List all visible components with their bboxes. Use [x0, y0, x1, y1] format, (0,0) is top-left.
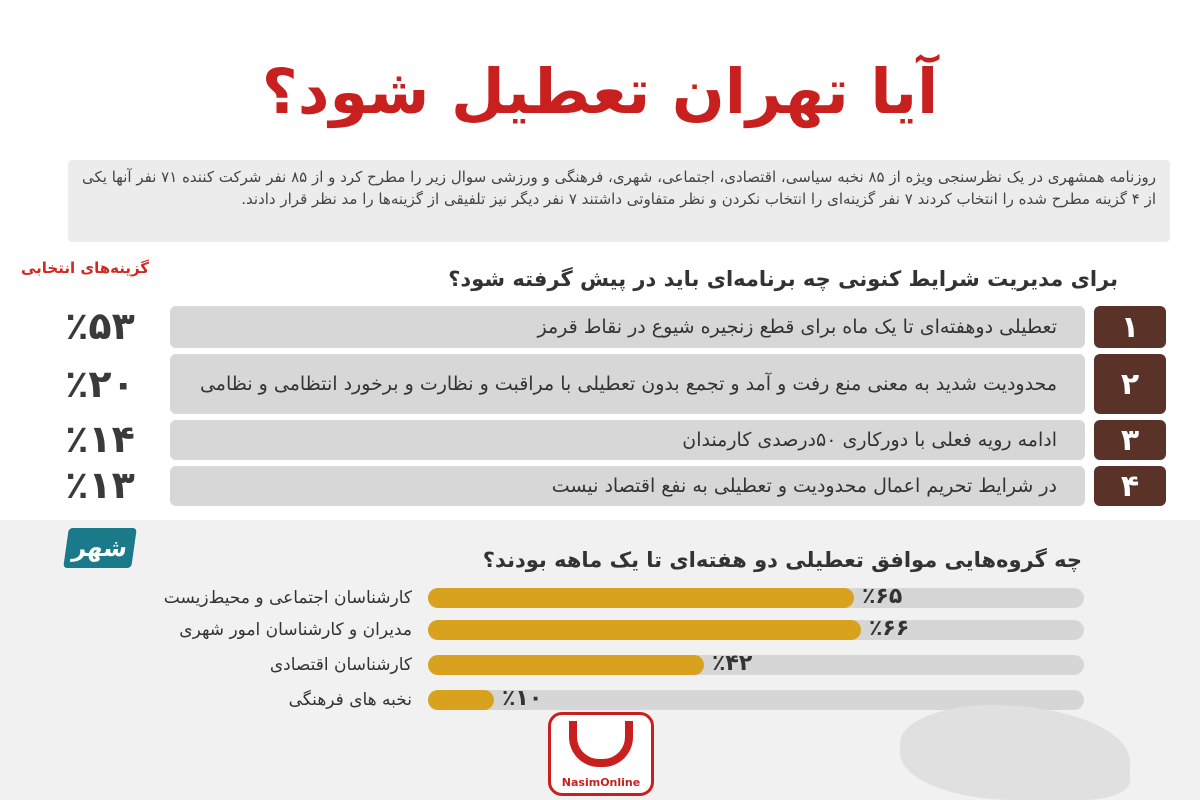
bar-label: مدیران و کارشناسان امور شهری — [179, 620, 412, 640]
nasim-logo-mark — [569, 721, 633, 767]
question-2: چه گروه‌هایی موافق تعطیلی دو هفته‌ای تا یک ماهه بودند؟ — [482, 548, 1082, 572]
option-text: محدودیت شدید به معنی منع رفت و آمد و تجمع بدون تعطیلی با مراقبت و نظارت و برخورد انتظامی و نظامی — [170, 354, 1085, 414]
question-1: برای مدیریت شرایط کنونی چه برنامه‌ای باید در پیش گرفته شود؟ — [448, 267, 1118, 291]
option-text: ادامه رویه فعلی با دورکاری ۵۰درصدی کارمندان — [170, 420, 1085, 460]
options-label: گزینه‌های انتخابی — [20, 259, 150, 277]
hamshahri-logo: شهر — [63, 528, 137, 568]
option-percent: ٪۱۳ — [65, 463, 135, 507]
option-number: ۱ — [1094, 306, 1166, 348]
option-number: ۲ — [1094, 354, 1166, 414]
bar-value-label: ٪۶۶ — [869, 616, 910, 641]
option-percent: ٪۵۳ — [65, 304, 135, 348]
bar-fill — [428, 588, 854, 608]
bar-fill — [428, 655, 704, 675]
bar-value-label: ٪۱۰ — [502, 686, 543, 711]
bar-fill — [428, 690, 494, 710]
option-percent: ٪۱۴ — [65, 417, 135, 461]
bar-track — [428, 651, 1084, 676]
option-number: ۴ — [1094, 466, 1166, 506]
page-title: آیا تهران تعطیل شود؟ — [261, 55, 939, 128]
bar-value-label: ٪۶۵ — [862, 584, 903, 609]
option-number: ۳ — [1094, 420, 1166, 460]
intro-text: روزنامه همشهری در یک نظرسنجی ویژه از ۸۵ نخبه سیاسی، اقتصادی، اجتماعی، شهری، فرهنگی و ورزشی سوال زیر را مطرح کرد و از ۸۵ نفر شرکت کننده ۷۱ نفر آنها یکی از ۴ گزینه مطرح شده را انتخاب کردند ۷ نفر گزینه‌ای را انتخاب نکردن و نظر متفاوتی داشتند ۷ نفر دیگر نیز تلفیقی از گزینه‌ها را مد نظر قرار دادند. — [68, 160, 1170, 242]
nasim-logo — [548, 712, 654, 796]
bar-value-label: ٪۴۲ — [712, 651, 753, 676]
bar-fill — [428, 620, 861, 640]
bar-track — [428, 584, 1084, 609]
bar-track — [428, 616, 1084, 641]
bar-label: کارشناسان اجتماعی و محیط‌زیست — [163, 588, 412, 608]
option-text: تعطیلی دوهفته‌ای تا یک ماه برای قطع زنجیره شیوع در نقاط قرمز — [170, 306, 1085, 348]
bar-label: کارشناسان اقتصادی — [269, 655, 412, 675]
bar-label: نخبه های فرهنگی — [288, 690, 412, 710]
option-text: در شرایط تحریم اعمال محدودیت و تعطیلی به نفع اقتصاد نیست — [170, 466, 1085, 506]
option-percent: ٪۲۰ — [65, 362, 135, 406]
nasim-logo-name: NasimOnline — [561, 776, 641, 789]
